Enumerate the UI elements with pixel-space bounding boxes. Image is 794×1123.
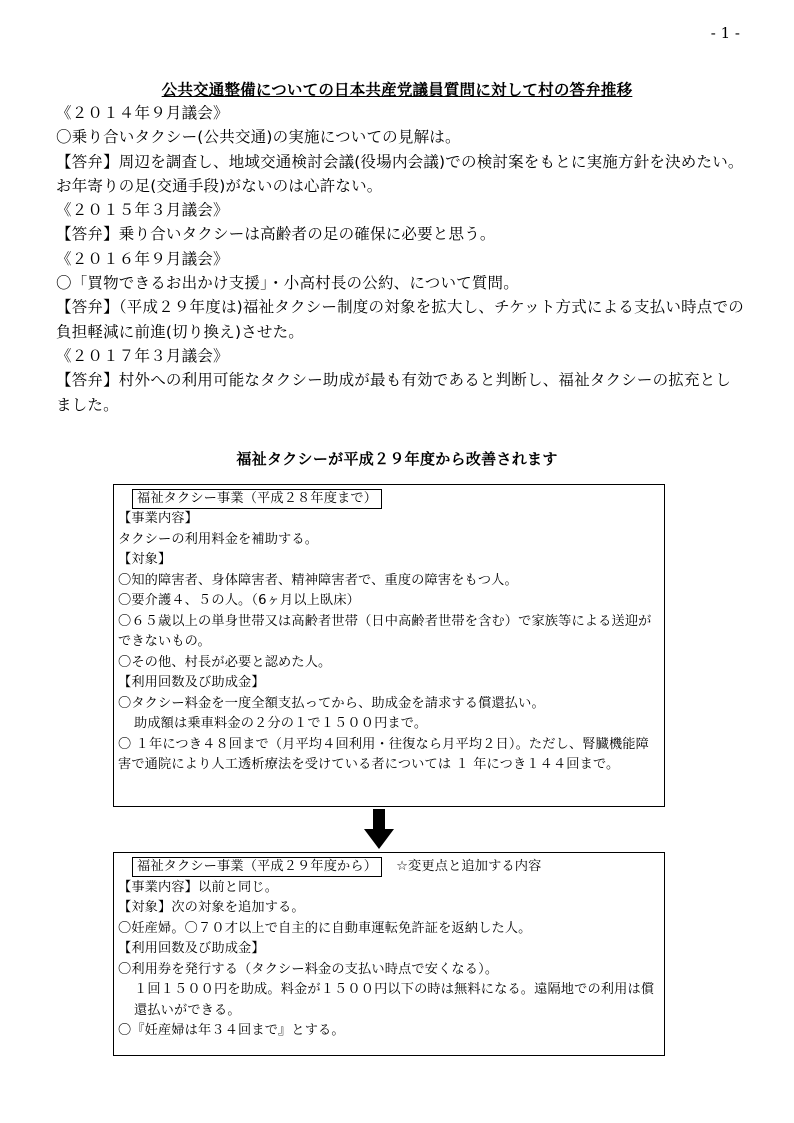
new-box-line: 【事業内容】以前と同じ。 (118, 879, 279, 895)
history-answer: 【答弁】周辺を調査し、地域交通検討会議(役場内会議)での検討案をもとに実施方針を決めたい。お年寄りの足(交通手段)がないのは心許ない。 (56, 152, 744, 195)
new-box-line: 〇『妊産婦は年３４回まで』とする。 (118, 1023, 345, 1038)
history-heading-2016-09: 《２０１６年９月議会》 (56, 249, 229, 268)
old-box-line: 〇タクシー料金を一度全額支払ってから、助成金を請求する償還払い。 (118, 695, 545, 711)
history-answer: 【答弁】乗り合いタクシーは高齢者の足の確保に必要と思う。 (56, 225, 496, 244)
old-box-line: 〇６５歳以上の単身世帯又は高齢者世帯（日中高齢者世帯を含む）で家族等による送迎ができないもの。 (118, 613, 652, 649)
old-box-line: 【事業内容】 (118, 511, 199, 526)
history-heading-2017-03: 《２０１７年３月議会》 (56, 346, 229, 365)
figure-title: 福祉タクシーが平成２９年度から改善されます (236, 450, 558, 468)
down-arrow-icon (364, 809, 394, 849)
new-box-line: 〇妊産婦。〇７０才以上で自主的に自動車運転免許証を返納した人。 (118, 920, 532, 936)
old-box-line: タクシーの利用料金を補助する。 (118, 531, 319, 547)
old-box-line: 〇 １年につき４８回まで（月平均４回利用・往復なら月平均２日）。ただし、腎臓機能障害で通院により人工透析療法を受けている者については １ 年につき１４４回まで。 (118, 736, 649, 772)
answer-history (56, 101, 746, 417)
new-box-header (132, 857, 660, 878)
history-heading-2015-03: 《２０１５年３月議会》 (56, 201, 229, 220)
history-answer: 【答弁】（平成２９年度は)福祉タクシー制度の対象を拡大し、チケット方式による支払い時点での負担軽減に前進(切り換え)させた。 (56, 298, 744, 341)
new-box-line: 【利用回数及び助成金】 (118, 941, 265, 956)
old-box-line: 〇その他、村長が必要と認めた人。 (118, 654, 332, 670)
old-box-title: 福祉タクシー事業（平成２８年度まで） (132, 489, 382, 509)
old-box-line: 【対象】 (118, 552, 172, 567)
old-box-header (132, 489, 660, 509)
new-box-line: １回１５００円を助成。料金が１５００円以下の時は無料になる。遠隔地での利用は償還払いができる。 (134, 982, 655, 1018)
new-box-note: ☆変更点と追加する内容 (396, 859, 542, 874)
new-program-box (113, 852, 665, 1056)
old-box-line: 【利用回数及び助成金】 (118, 675, 265, 690)
history-answer: 【答弁】村外への利用可能なタクシー助成が最も有効であると判断し、福祉タクシーの拡充としました。 (56, 371, 732, 414)
old-box-line: 〇要介護４、５の人。（6ヶ月以上臥床） (118, 593, 361, 608)
new-box-title: 福祉タクシー事業（平成２９年度から） (132, 857, 382, 877)
page-number: - 1 - (710, 24, 740, 42)
history-question: 〇「買物できるお出かけ支援」・小高村長の公約、について質問。 (56, 274, 519, 293)
history-heading-2014-09: 《２０１４年９月議会》 (56, 104, 229, 122)
old-program-box (113, 484, 665, 807)
new-box-line: 〇利用券を発行する（タクシー料金の支払い時点で安くなる）。 (118, 961, 499, 977)
new-box-line: 【対象】次の対象を追加する。 (118, 900, 305, 915)
history-question: 〇乗り合いタクシー(公共交通)の実施についての見解は。 (56, 128, 461, 147)
old-box-line: 〇知的障害者、身体障害者、精神障害者で、重度の障害をもつ人。 (118, 572, 518, 588)
old-box-line: 助成額は乗車料金の２分の１で１５００円まで。 (134, 716, 428, 731)
page-title: 公共交通整備についての日本共産党議員質問に対して村の答弁推移 (161, 81, 633, 99)
